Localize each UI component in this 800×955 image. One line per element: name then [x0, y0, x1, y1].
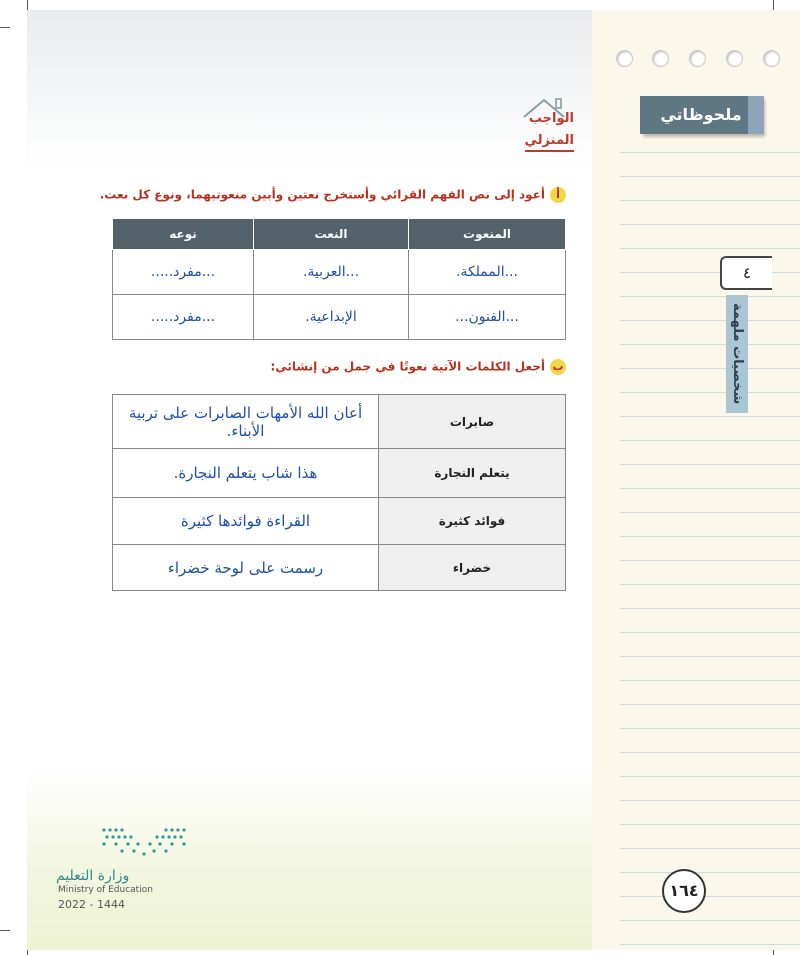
- cell-word: يتعلم النجارة: [379, 449, 566, 498]
- question-b-badge: ب: [550, 359, 566, 375]
- unit-number: ٤: [720, 256, 772, 290]
- ruled-line: [620, 824, 800, 825]
- ruled-line: [620, 944, 800, 945]
- ruled-line: [620, 200, 800, 201]
- ruled-line: [620, 776, 800, 777]
- question-b: [270, 359, 566, 375]
- ministry-name-english: Ministry of Education: [58, 885, 153, 895]
- binder-hole: [763, 50, 780, 67]
- ruled-line: [620, 656, 800, 657]
- question-a: [100, 187, 566, 203]
- ruled-line: [620, 344, 800, 345]
- binder-hole: [726, 50, 743, 67]
- header-noun: المنعوت: [409, 219, 566, 250]
- ruled-line: [620, 488, 800, 489]
- ruled-line: [620, 272, 800, 273]
- sentences-table: [112, 394, 566, 591]
- header-adjective: النعت: [254, 219, 409, 250]
- ruled-line: [620, 608, 800, 609]
- cell-type: ...مفرد.....: [113, 250, 254, 295]
- ruled-line: [620, 560, 800, 561]
- ruled-line: [620, 680, 800, 681]
- table-row: [113, 250, 566, 295]
- ruled-line: [620, 920, 800, 921]
- cell-sentence: القراءة فوائدها كثيرة: [113, 498, 379, 545]
- notes-column: [592, 10, 800, 950]
- binder-hole: [652, 50, 669, 67]
- binder-hole: [689, 50, 706, 67]
- cell-sentence: رسمت على لوحة خضراء: [113, 545, 379, 591]
- table-row: [113, 395, 566, 449]
- ruled-line: [620, 632, 800, 633]
- tab-edge: [748, 96, 764, 134]
- ministry-year: 2022 - 1444: [58, 898, 125, 911]
- question-a-text: أعود إلى نص الفهم القرائي وأستخرج نعتين وأبين منعوتيهما، ونوع كل نعت.: [99, 187, 545, 202]
- ruled-line: [620, 176, 800, 177]
- homework-subtitle: المنزلي: [525, 133, 574, 152]
- ruled-line: [620, 440, 800, 441]
- question-a-badge: أ: [550, 187, 566, 203]
- ruled-line: [620, 368, 800, 369]
- table-row: [113, 295, 566, 340]
- table-row: [113, 545, 566, 591]
- table-row: [113, 498, 566, 545]
- adjectives-table: [112, 218, 566, 340]
- cell-noun: ...المملكة.: [409, 250, 566, 295]
- cell-adjective: الإبداعية.: [254, 295, 409, 340]
- question-b-text: أجعل الكلمات الآتية نعوتًا في جمل من إنشائي:: [270, 359, 545, 374]
- ruled-line: [620, 704, 800, 705]
- ruled-line: [620, 536, 800, 537]
- ministry-name-arabic: وزارة التعليم: [56, 868, 130, 884]
- cell-word: صابرات: [379, 395, 566, 449]
- notes-title-tab: [640, 96, 762, 134]
- homework-title: الواجب: [528, 111, 574, 126]
- cell-noun: ...الفنون...: [409, 295, 566, 340]
- unit-title: شخصيات ملهمة: [726, 295, 748, 413]
- cell-word: خضراء: [379, 545, 566, 591]
- ruled-line: [620, 392, 800, 393]
- cell-adjective: ...العربية.: [254, 250, 409, 295]
- cell-sentence: أعان الله الأمهات الصابرات على تربية الأبناء.: [113, 395, 379, 449]
- table-row: [113, 449, 566, 498]
- ruled-line: [620, 728, 800, 729]
- cell-sentence: هذا شاب يتعلم النجارة.: [113, 449, 379, 498]
- ruled-line: [620, 872, 800, 873]
- ministry-emblem-icon: [100, 824, 190, 860]
- ruled-line: [620, 800, 800, 801]
- cell-word: فوائد كثيرة: [379, 498, 566, 545]
- ruled-line: [620, 296, 800, 297]
- ruled-line: [620, 320, 800, 321]
- ruled-line: [620, 752, 800, 753]
- ruled-line: [620, 848, 800, 849]
- ruled-line: [620, 224, 800, 225]
- ruled-line: [620, 896, 800, 897]
- page-number: ١٦٤: [662, 869, 706, 913]
- ruled-line: [620, 512, 800, 513]
- notes-title: ملحوظاتي: [660, 105, 742, 124]
- header-type: نوعه: [113, 219, 254, 250]
- binder-hole: [616, 50, 633, 67]
- ruled-line: [620, 464, 800, 465]
- ruled-line: [620, 584, 800, 585]
- table-header-row: [113, 219, 566, 250]
- ruled-line: [620, 416, 800, 417]
- cell-type: ...مفرد.....: [113, 295, 254, 340]
- ruled-line: [620, 152, 800, 153]
- ruled-line: [620, 248, 800, 249]
